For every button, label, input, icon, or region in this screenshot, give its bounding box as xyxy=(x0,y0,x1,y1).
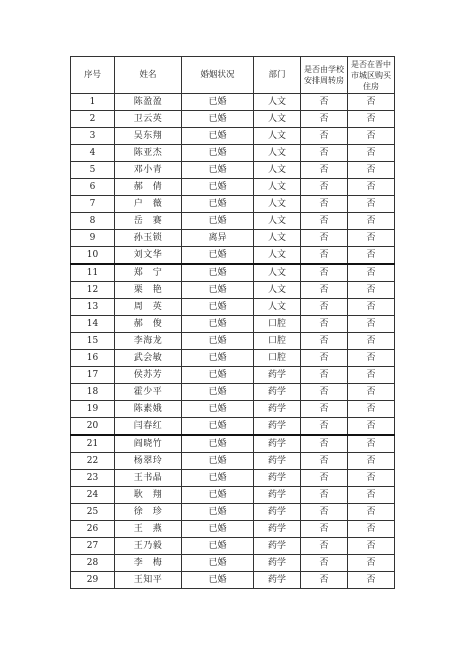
cell-marital-status: 已婚 xyxy=(182,401,254,418)
cell-name: 栗 艳 xyxy=(115,282,182,299)
cell-name: 郑 宁 xyxy=(115,264,182,282)
cell-marital-status: 已婚 xyxy=(182,282,254,299)
cell-marital-status: 已婚 xyxy=(182,555,254,572)
cell-city-housing: 否 xyxy=(348,179,395,196)
cell-department: 药学 xyxy=(254,572,301,589)
cell-school-housing: 否 xyxy=(301,230,348,247)
cell-name: 侯苏芳 xyxy=(115,367,182,384)
cell-city-housing: 否 xyxy=(348,213,395,230)
cell-index: 6 xyxy=(71,179,115,196)
table-row xyxy=(71,111,395,128)
cell-city-housing: 否 xyxy=(348,538,395,555)
cell-city-housing: 否 xyxy=(348,435,395,453)
cell-city-housing: 否 xyxy=(348,196,395,213)
cell-marital-status: 已婚 xyxy=(182,333,254,350)
table-row xyxy=(71,470,395,487)
cell-index: 3 xyxy=(71,128,115,145)
cell-department: 药学 xyxy=(254,435,301,453)
cell-name: 霍少平 xyxy=(115,384,182,401)
table-row xyxy=(71,572,395,589)
cell-city-housing: 否 xyxy=(348,145,395,162)
cell-department: 人文 xyxy=(254,299,301,316)
cell-school-housing: 否 xyxy=(301,128,348,145)
table-row xyxy=(71,384,395,401)
cell-school-housing: 否 xyxy=(301,264,348,282)
cell-department: 人文 xyxy=(254,162,301,179)
table-row xyxy=(71,504,395,521)
cell-school-housing: 否 xyxy=(301,435,348,453)
table-row xyxy=(71,247,395,265)
cell-index: 18 xyxy=(71,384,115,401)
cell-department: 药学 xyxy=(254,504,301,521)
header-city-housing: 是否在晋中市城区购买住房 xyxy=(348,57,395,94)
table-row xyxy=(71,453,395,470)
cell-school-housing: 否 xyxy=(301,111,348,128)
cell-school-housing: 否 xyxy=(301,94,348,111)
cell-department: 药学 xyxy=(254,384,301,401)
cell-index: 27 xyxy=(71,538,115,555)
cell-marital-status: 已婚 xyxy=(182,264,254,282)
cell-name: 周 英 xyxy=(115,299,182,316)
cell-department: 药学 xyxy=(254,555,301,572)
cell-department: 人文 xyxy=(254,213,301,230)
cell-name: 陈亚杰 xyxy=(115,145,182,162)
table-row xyxy=(71,367,395,384)
cell-school-housing: 否 xyxy=(301,213,348,230)
table-row xyxy=(71,418,395,436)
cell-department: 药学 xyxy=(254,470,301,487)
cell-department: 药学 xyxy=(254,418,301,436)
cell-marital-status: 已婚 xyxy=(182,316,254,333)
cell-marital-status: 已婚 xyxy=(182,521,254,538)
cell-index: 7 xyxy=(71,196,115,213)
table-row xyxy=(71,230,395,247)
cell-index: 1 xyxy=(71,94,115,111)
cell-name: 王书晶 xyxy=(115,470,182,487)
cell-school-housing: 否 xyxy=(301,538,348,555)
table-row xyxy=(71,401,395,418)
cell-school-housing: 否 xyxy=(301,350,348,367)
cell-name: 武会敏 xyxy=(115,350,182,367)
cell-department: 人文 xyxy=(254,179,301,196)
table-row xyxy=(71,538,395,555)
cell-school-housing: 否 xyxy=(301,401,348,418)
cell-name: 闫春红 xyxy=(115,418,182,436)
cell-marital-status: 已婚 xyxy=(182,487,254,504)
cell-marital-status: 已婚 xyxy=(182,504,254,521)
cell-school-housing: 否 xyxy=(301,367,348,384)
cell-index: 15 xyxy=(71,333,115,350)
cell-school-housing: 否 xyxy=(301,453,348,470)
cell-marital-status: 离异 xyxy=(182,230,254,247)
cell-city-housing: 否 xyxy=(348,470,395,487)
cell-index: 26 xyxy=(71,521,115,538)
cell-name: 耿 翔 xyxy=(115,487,182,504)
cell-marital-status: 已婚 xyxy=(182,418,254,436)
cell-index: 23 xyxy=(71,470,115,487)
cell-name: 刘文华 xyxy=(115,247,182,265)
cell-index: 13 xyxy=(71,299,115,316)
cell-school-housing: 否 xyxy=(301,555,348,572)
cell-school-housing: 否 xyxy=(301,384,348,401)
cell-index: 16 xyxy=(71,350,115,367)
cell-name: 陈素娥 xyxy=(115,401,182,418)
cell-marital-status: 已婚 xyxy=(182,179,254,196)
cell-department: 人文 xyxy=(254,247,301,265)
cell-school-housing: 否 xyxy=(301,333,348,350)
table-row xyxy=(71,487,395,504)
cell-school-housing: 否 xyxy=(301,196,348,213)
cell-school-housing: 否 xyxy=(301,572,348,589)
cell-marital-status: 已婚 xyxy=(182,367,254,384)
cell-city-housing: 否 xyxy=(348,350,395,367)
cell-department: 口腔 xyxy=(254,333,301,350)
cell-school-housing: 否 xyxy=(301,487,348,504)
cell-index: 14 xyxy=(71,316,115,333)
cell-department: 人文 xyxy=(254,94,301,111)
cell-name: 王 燕 xyxy=(115,521,182,538)
cell-city-housing: 否 xyxy=(348,111,395,128)
cell-marital-status: 已婚 xyxy=(182,196,254,213)
cell-index: 22 xyxy=(71,453,115,470)
cell-marital-status: 已婚 xyxy=(182,145,254,162)
cell-index: 8 xyxy=(71,213,115,230)
table-row xyxy=(71,162,395,179)
cell-index: 4 xyxy=(71,145,115,162)
cell-city-housing: 否 xyxy=(348,572,395,589)
cell-marital-status: 已婚 xyxy=(182,384,254,401)
header-index: 序号 xyxy=(71,57,115,94)
cell-school-housing: 否 xyxy=(301,247,348,265)
table-row xyxy=(71,282,395,299)
cell-city-housing: 否 xyxy=(348,264,395,282)
cell-department: 人文 xyxy=(254,128,301,145)
cell-marital-status: 已婚 xyxy=(182,94,254,111)
cell-city-housing: 否 xyxy=(348,316,395,333)
header-marital-status: 婚姻状况 xyxy=(182,57,254,94)
cell-department: 人文 xyxy=(254,145,301,162)
cell-marital-status: 已婚 xyxy=(182,247,254,265)
cell-department: 药学 xyxy=(254,521,301,538)
cell-index: 29 xyxy=(71,572,115,589)
cell-city-housing: 否 xyxy=(348,94,395,111)
table-body xyxy=(71,94,395,589)
cell-marital-status: 已婚 xyxy=(182,572,254,589)
cell-school-housing: 否 xyxy=(301,299,348,316)
table-row xyxy=(71,350,395,367)
cell-city-housing: 否 xyxy=(348,367,395,384)
cell-city-housing: 否 xyxy=(348,162,395,179)
cell-department: 口腔 xyxy=(254,350,301,367)
cell-school-housing: 否 xyxy=(301,282,348,299)
cell-index: 24 xyxy=(71,487,115,504)
cell-marital-status: 已婚 xyxy=(182,538,254,555)
cell-school-housing: 否 xyxy=(301,162,348,179)
cell-index: 2 xyxy=(71,111,115,128)
cell-name: 阎晓竹 xyxy=(115,435,182,453)
cell-name: 郝 倩 xyxy=(115,179,182,196)
cell-index: 28 xyxy=(71,555,115,572)
cell-city-housing: 否 xyxy=(348,487,395,504)
cell-index: 17 xyxy=(71,367,115,384)
table-row xyxy=(71,333,395,350)
table-row xyxy=(71,521,395,538)
cell-city-housing: 否 xyxy=(348,299,395,316)
header-department: 部门 xyxy=(254,57,301,94)
cell-name: 户 薇 xyxy=(115,196,182,213)
cell-index: 20 xyxy=(71,418,115,436)
cell-school-housing: 否 xyxy=(301,316,348,333)
table-row xyxy=(71,316,395,333)
cell-index: 11 xyxy=(71,264,115,282)
cell-name: 王知平 xyxy=(115,572,182,589)
cell-marital-status: 已婚 xyxy=(182,470,254,487)
cell-name: 吴东翔 xyxy=(115,128,182,145)
cell-name: 杨翠玲 xyxy=(115,453,182,470)
cell-name: 邓小青 xyxy=(115,162,182,179)
cell-department: 药学 xyxy=(254,401,301,418)
cell-marital-status: 已婚 xyxy=(182,435,254,453)
header-row xyxy=(71,57,395,94)
cell-department: 药学 xyxy=(254,487,301,504)
cell-city-housing: 否 xyxy=(348,247,395,265)
cell-city-housing: 否 xyxy=(348,504,395,521)
cell-city-housing: 否 xyxy=(348,453,395,470)
cell-school-housing: 否 xyxy=(301,470,348,487)
table-row xyxy=(71,179,395,196)
cell-city-housing: 否 xyxy=(348,418,395,436)
cell-marital-status: 已婚 xyxy=(182,299,254,316)
cell-school-housing: 否 xyxy=(301,418,348,436)
cell-name: 李海龙 xyxy=(115,333,182,350)
cell-index: 25 xyxy=(71,504,115,521)
cell-marital-status: 已婚 xyxy=(182,453,254,470)
cell-city-housing: 否 xyxy=(348,230,395,247)
cell-index: 21 xyxy=(71,435,115,453)
cell-department: 药学 xyxy=(254,538,301,555)
table-row xyxy=(71,264,395,282)
cell-index: 5 xyxy=(71,162,115,179)
cell-name: 孙玉锁 xyxy=(115,230,182,247)
cell-city-housing: 否 xyxy=(348,555,395,572)
cell-department: 人文 xyxy=(254,111,301,128)
cell-city-housing: 否 xyxy=(348,282,395,299)
cell-city-housing: 否 xyxy=(348,333,395,350)
cell-name: 卫云英 xyxy=(115,111,182,128)
table-row xyxy=(71,213,395,230)
cell-department: 口腔 xyxy=(254,316,301,333)
cell-index: 19 xyxy=(71,401,115,418)
cell-department: 人文 xyxy=(254,230,301,247)
cell-city-housing: 否 xyxy=(348,128,395,145)
cell-city-housing: 否 xyxy=(348,521,395,538)
cell-department: 人文 xyxy=(254,282,301,299)
cell-department: 药学 xyxy=(254,453,301,470)
table-row xyxy=(71,94,395,111)
cell-index: 9 xyxy=(71,230,115,247)
cell-name: 陈盈盈 xyxy=(115,94,182,111)
cell-department: 药学 xyxy=(254,367,301,384)
cell-name: 徐 珍 xyxy=(115,504,182,521)
cell-school-housing: 否 xyxy=(301,504,348,521)
table-row xyxy=(71,555,395,572)
cell-city-housing: 否 xyxy=(348,401,395,418)
header-school-housing: 是否由学校安排周转房 xyxy=(301,57,348,94)
table-row xyxy=(71,435,395,453)
table-row xyxy=(71,299,395,316)
cell-marital-status: 已婚 xyxy=(182,213,254,230)
cell-marital-status: 已婚 xyxy=(182,111,254,128)
cell-name: 岳 赛 xyxy=(115,213,182,230)
cell-name: 郝 俊 xyxy=(115,316,182,333)
cell-department: 人文 xyxy=(254,196,301,213)
cell-school-housing: 否 xyxy=(301,179,348,196)
header-name: 姓名 xyxy=(115,57,182,94)
table-row xyxy=(71,196,395,213)
cell-name: 李 梅 xyxy=(115,555,182,572)
cell-marital-status: 已婚 xyxy=(182,162,254,179)
cell-department: 人文 xyxy=(254,264,301,282)
housing-survey-table xyxy=(70,56,395,589)
cell-name: 王乃毅 xyxy=(115,538,182,555)
cell-marital-status: 已婚 xyxy=(182,128,254,145)
table-row xyxy=(71,145,395,162)
table-row xyxy=(71,128,395,145)
cell-school-housing: 否 xyxy=(301,145,348,162)
cell-index: 12 xyxy=(71,282,115,299)
cell-city-housing: 否 xyxy=(348,384,395,401)
cell-index: 10 xyxy=(71,247,115,265)
cell-marital-status: 已婚 xyxy=(182,350,254,367)
cell-school-housing: 否 xyxy=(301,521,348,538)
